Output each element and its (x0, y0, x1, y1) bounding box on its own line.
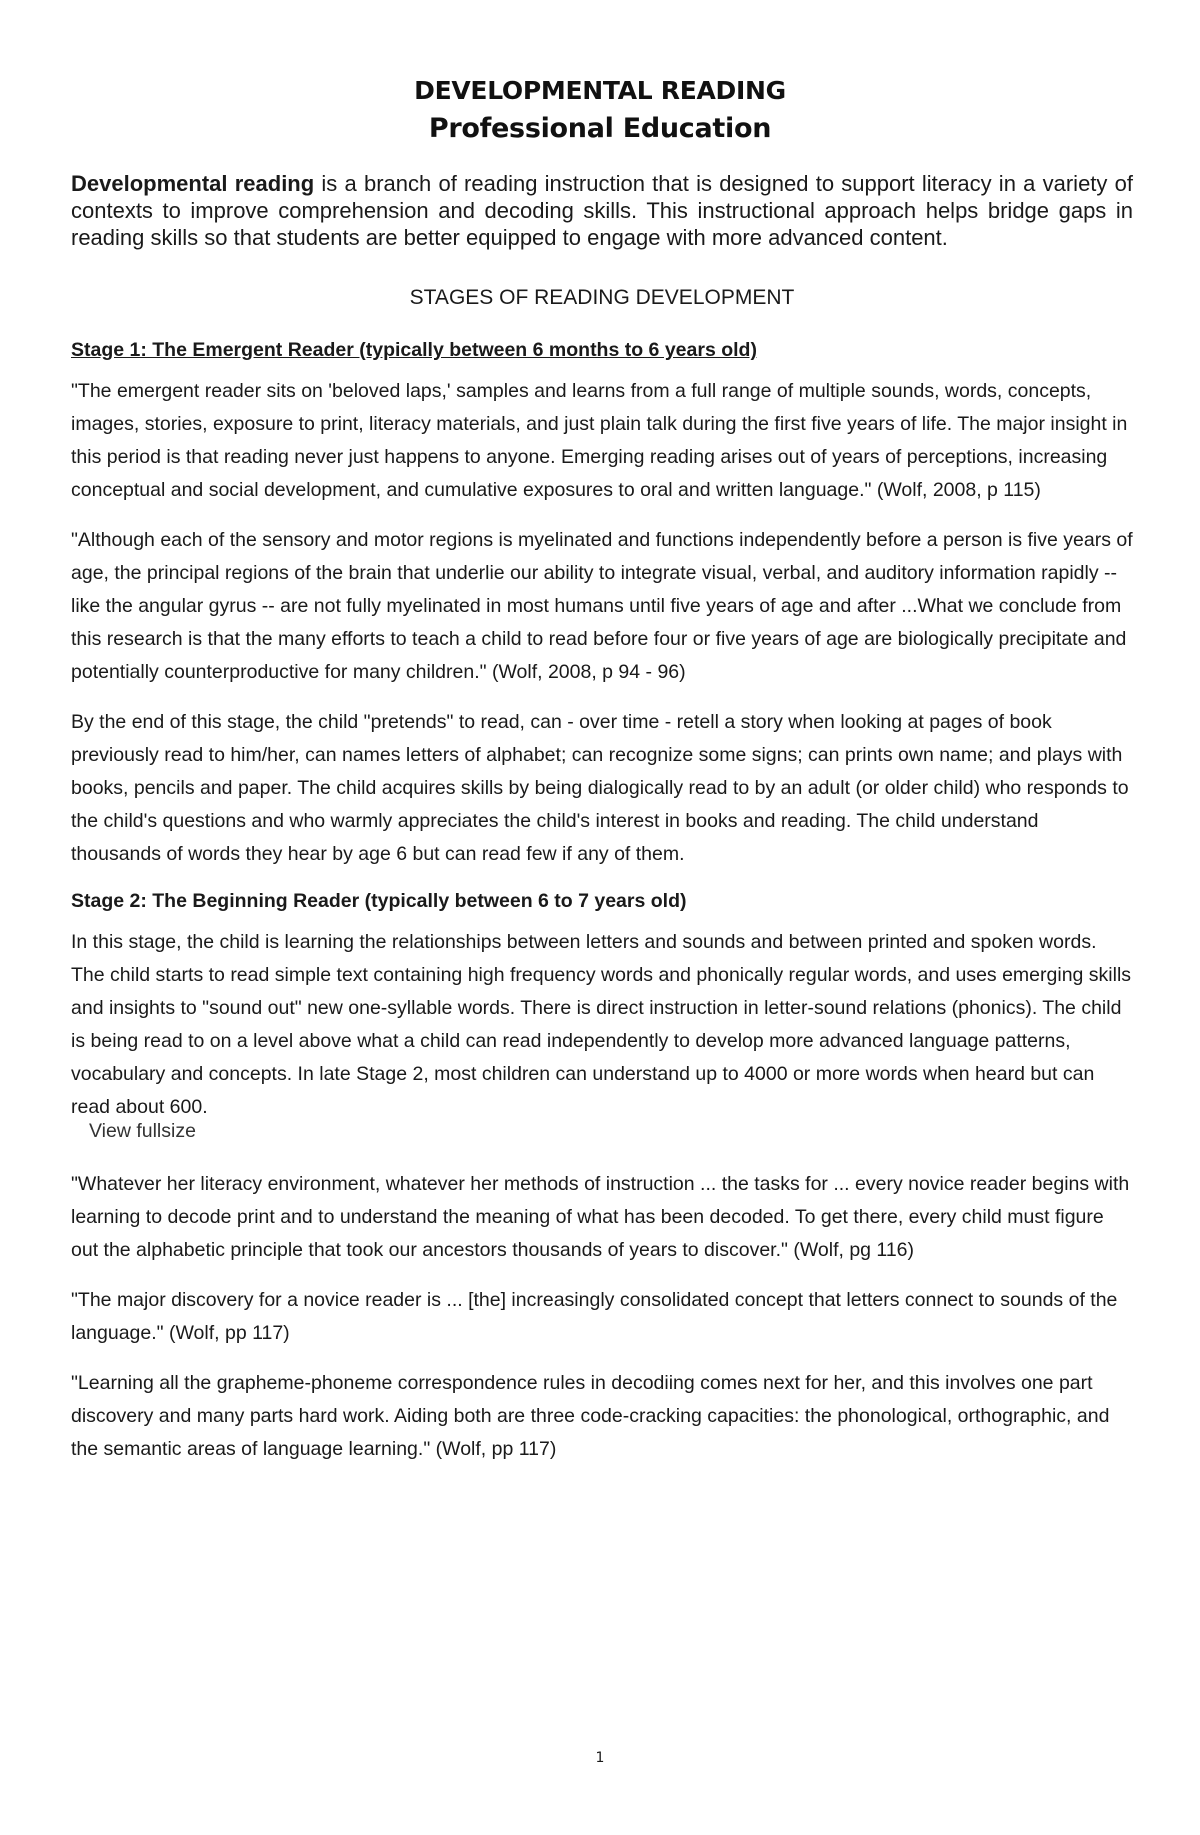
intro-term: Developmental reading (71, 171, 315, 196)
document-title: DEVELOPMENTAL READING (414, 76, 786, 105)
view-fullsize-link[interactable]: View fullsize (89, 1120, 196, 1142)
section-heading: STAGES OF READING DEVELOPMENT (409, 286, 795, 309)
stage2-intro-paragraph: In this stage, the child is learning the relationships between letters and sounds and between printed and spoken words. The child starts to read simple text containing high frequency words and phonically regular words, and uses emerging skills and insights to "sound out" new one-syllable words. There is direct instruction in letter-sound relations (phonics). The child is being read to on a level above what a child can read independently to develop more advanced language patterns, vocabulary and concepts. In late Stage 2, most children can understand up to 4000 or more words when heard but can read about 600. (71, 931, 1132, 1118)
stage1-paragraph-1: "The emergent reader sits on 'beloved laps,' samples and learns from a full range of multiple sounds, words, concepts, images, stories, exposure to print, literacy materials, and just plain talk during the first five years of life. The major insight in this period is that reading never just happens to anyone. Emerging reading arises out of years of perceptions, increasing conceptual and social development, and cumulative exposures to oral and written language." (Wolf, 2008, p 115) (71, 380, 1128, 501)
page-number: 1 (595, 1750, 605, 1766)
intro-paragraph (71, 170, 1133, 251)
stage2-heading: Stage 2: The Beginning Reader (typically between 6 to 7 years old) (71, 890, 687, 912)
document-body (71, 170, 1133, 1483)
stage1-heading: Stage 1: The Emergent Reader (typically between 6 months to 6 years old) (71, 339, 757, 361)
stage2-paragraph-1: "Whatever her literacy environment, whatever her methods of instruction ... the tasks for ... every novice reader begins with learning to decode print and to understand the meaning of what has been decoded. To get there, every child must figure out the alphabetic principle that took our ancestors thousands of years to discover." (Wolf, pg 116) (71, 1173, 1130, 1261)
stage2-paragraph-2: "The major discovery for a novice reader is ... [the] increasingly consolidated concept that letters connect to sounds of the language." (Wolf, pp 117) (71, 1289, 1118, 1344)
stage1-paragraph-3: By the end of this stage, the child "pretends" to read, can - over time - retell a story when looking at pages of book previously read to him/her, can names letters of alphabet; can recognize some signs; can prints own name; and plays with books, pencils and paper. The child acquires skills by being dialogically read to by an adult (or older child) who responds to the child's questions and who warmly appreciates the child's interest in books and reading. The child understand thousands of words they hear by age 6 but can read few if any of them. (71, 711, 1129, 865)
stage2-paragraph-3: "Learning all the grapheme-phoneme correspondence rules in decodiing comes next for her, and this involves one part discovery and many parts hard work. Aiding both are three code-cracking capacities: the phonological, orthographic, and the semantic areas of language learning." (Wolf, pp 117) (71, 1372, 1110, 1460)
document-subtitle: Professional Education (428, 113, 772, 144)
title-block (0, 72, 1200, 148)
stage1-paragraph-2: "Although each of the sensory and motor regions is myelinated and functions independently before a person is five years of age, the principal regions of the brain that underlie our ability to integrate visual, verbal, and auditory information rapidly -- like the angular gyrus -- are not fully myelinated in most humans until five years of age and after ...What we conclude from this research is that the many efforts to teach a child to read before four or five years of age are biologically precipitate and potentially counterproductive for many children." (Wolf, 2008, p 94 - 96) (71, 529, 1133, 683)
intro-text: is a branch of reading instruction that is designed to support literacy in a variety of contexts to improve comprehension and decoding skills. This instructional approach helps bridge gaps in reading skills so that students are better equipped to engage with more advanced content. (71, 171, 1133, 250)
